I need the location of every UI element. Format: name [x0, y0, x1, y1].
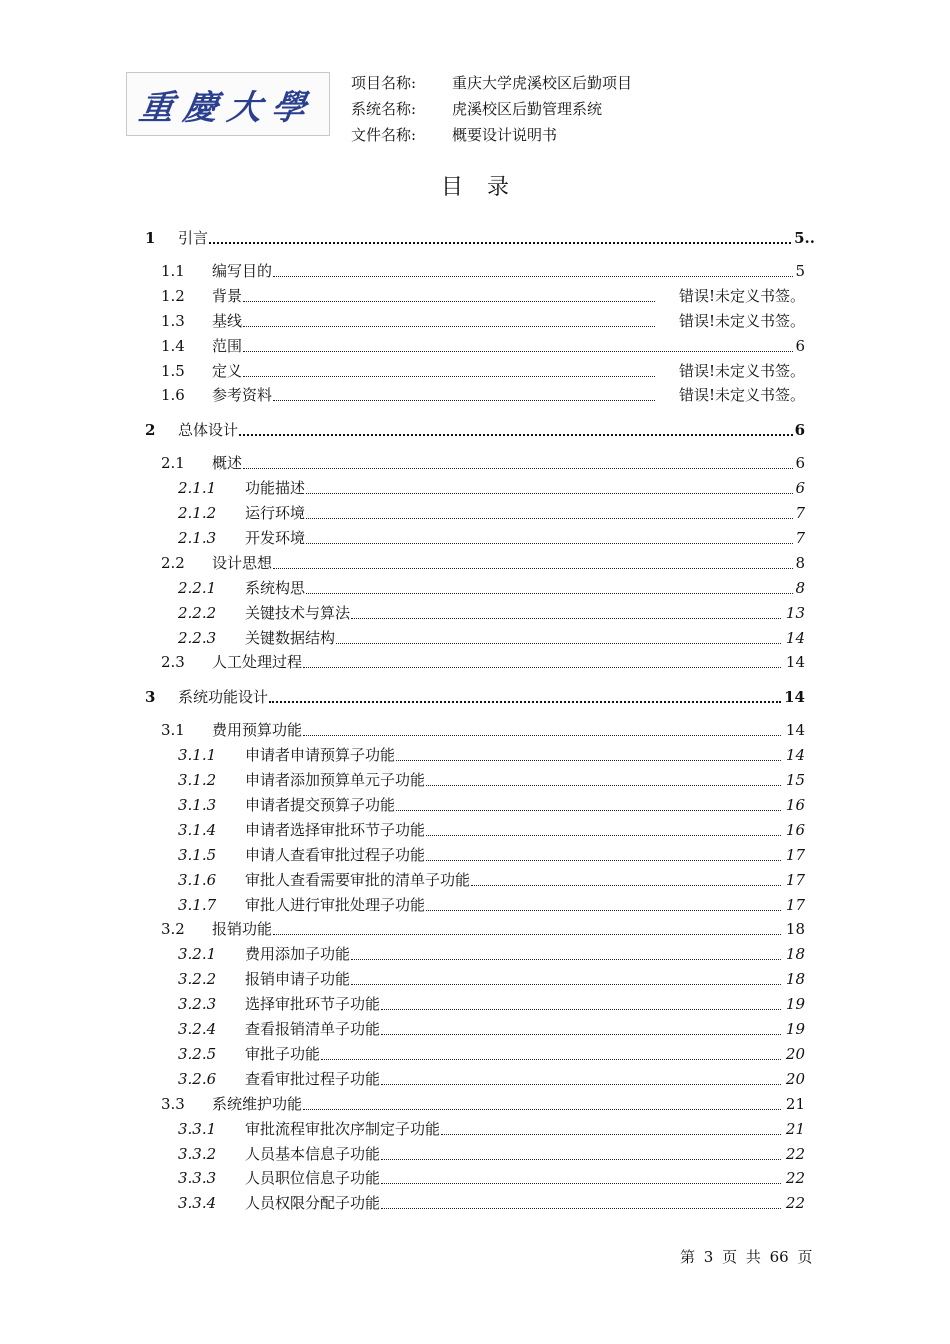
toc-entry[interactable]	[0, 650, 950, 672]
toc-entry-number: 3.2.5	[178, 1044, 217, 1063]
dot-leader	[351, 984, 781, 985]
dot-leader	[306, 493, 793, 494]
toc-entry-number: 1.6	[161, 386, 185, 405]
toc-entry-title	[245, 795, 781, 815]
dot-leader	[243, 351, 793, 352]
dot-leader	[239, 434, 793, 436]
dot-leader	[381, 1208, 781, 1209]
toc-entry-number: 2.3	[161, 653, 185, 672]
toc-entry[interactable]	[0, 685, 950, 707]
toc-entry[interactable]	[0, 1092, 950, 1114]
toc-entry-number: 3.3	[161, 1094, 185, 1113]
toc-entry-page: 14	[785, 653, 805, 672]
toc-entry-title	[245, 1019, 781, 1039]
toc-entry-label: 人员基本信息子功能	[245, 1144, 381, 1163]
dot-leader	[303, 1109, 781, 1110]
toc-entry[interactable]	[0, 718, 950, 740]
toc-entry-title	[245, 1069, 781, 1089]
toc-entry[interactable]	[0, 1067, 950, 1089]
dot-leader	[426, 785, 781, 786]
toc-entry-title	[245, 820, 781, 840]
dot-leader	[243, 376, 655, 377]
toc-entry-page: 14	[784, 688, 805, 707]
dot-leader	[351, 959, 781, 960]
toc-entry-page: 21	[785, 1094, 805, 1113]
toc-title: 目录	[440, 175, 533, 200]
toc-entry-label: 报销功能	[212, 920, 273, 939]
toc-entry-label: 人员权限分配子功能	[245, 1194, 381, 1213]
toc-entry[interactable]	[0, 626, 950, 648]
toc-entry-label: 申请者申请预算子功能	[245, 746, 396, 765]
toc-entry-title	[212, 453, 793, 473]
toc-entry-label: 申请者添加预算单元子功能	[245, 771, 426, 789]
toc-entry-label: 系统构思	[245, 578, 306, 597]
toc-entry-label: 系统功能设计	[178, 688, 269, 707]
toc-entry[interactable]	[0, 418, 950, 440]
toc-entry-title	[212, 385, 655, 405]
toc-entry-number: 3.2.4	[178, 1020, 217, 1038]
toc-entry-number: 1	[145, 229, 156, 247]
dot-leader	[306, 543, 793, 544]
toc-entry-page: 22	[785, 1169, 805, 1188]
toc-entry[interactable]	[0, 893, 950, 915]
toc-entry-number: 1.2	[161, 286, 185, 305]
dot-leader	[426, 860, 781, 861]
toc-entry-label: 审批子功能	[245, 1044, 321, 1063]
toc-entry-number: 1.5	[161, 361, 185, 380]
toc-entry-title	[245, 1119, 781, 1139]
toc-entry-label: 费用添加子功能	[245, 945, 351, 964]
toc-entry-title	[245, 578, 793, 598]
toc-entry[interactable]	[0, 1166, 950, 1188]
toc-entry-page: 19	[785, 1020, 805, 1038]
toc-entry[interactable]	[0, 843, 950, 865]
toc-entry-label: 人工处理过程	[212, 653, 303, 672]
toc-entry[interactable]	[0, 818, 950, 840]
toc-entry-label: 开发环境	[245, 528, 306, 547]
dot-leader	[273, 568, 793, 569]
header-label: 项目名称:	[351, 74, 417, 92]
toc-entry-number: 1.3	[161, 311, 185, 330]
header-value: 虎溪校区后勤管理系统	[452, 100, 603, 118]
toc-entry-title	[245, 503, 793, 523]
toc-entry[interactable]	[0, 1191, 950, 1213]
toc-entry-page: 21	[785, 1119, 805, 1138]
toc-entry-title	[245, 944, 781, 964]
toc-entry-page: 14	[785, 721, 805, 740]
toc-entry[interactable]	[0, 917, 950, 939]
toc-entry-number: 2.2.3	[178, 628, 217, 647]
toc-entry[interactable]	[0, 383, 950, 405]
dot-leader	[273, 276, 793, 277]
toc-entry-label: 设计思想	[212, 553, 273, 572]
dot-leader	[321, 1059, 781, 1060]
toc-entry[interactable]	[0, 1017, 950, 1039]
dot-leader	[381, 1084, 781, 1085]
toc-entry[interactable]	[0, 967, 950, 989]
dot-leader	[381, 1034, 781, 1035]
toc-entry-page: 18	[785, 920, 805, 939]
toc-entry-page: 7	[795, 528, 805, 547]
toc-entry-number: 2.1.3	[178, 528, 217, 547]
toc-entry[interactable]	[0, 793, 950, 815]
toc-entry[interactable]	[0, 868, 950, 890]
toc-entry[interactable]	[0, 526, 950, 548]
toc-entry-page: 5..	[794, 229, 815, 247]
toc-entry-page: 13	[785, 603, 805, 622]
toc-entry-number: 3.2.3	[178, 995, 217, 1014]
toc-entry[interactable]	[0, 601, 950, 623]
dot-leader	[351, 618, 781, 619]
toc-entry-title	[212, 336, 793, 356]
toc-entry-label: 查看审批过程子功能	[245, 1069, 381, 1088]
toc-entry-label: 基线	[212, 311, 243, 330]
toc-entry-label: 运行环境	[245, 504, 306, 522]
toc-entry-number: 2.1.1	[178, 479, 217, 498]
toc-entry[interactable]	[0, 1142, 950, 1164]
toc-entry-number: 1.4	[161, 336, 185, 355]
toc-entry[interactable]	[0, 768, 950, 790]
toc-entry-page: 14	[785, 746, 805, 765]
toc-entry-title	[245, 603, 781, 623]
toc-entry-number: 2.1	[161, 454, 185, 473]
toc-entry-label: 关键数据结构	[245, 628, 336, 647]
toc-entry[interactable]	[0, 992, 950, 1014]
toc-entry-page: 16	[785, 795, 805, 814]
dot-leader	[243, 301, 655, 302]
toc-entry-label: 申请人查看审批过程子功能	[245, 845, 426, 864]
toc-entry-page: 6	[795, 479, 805, 498]
toc-entry-title	[212, 553, 793, 573]
toc-entry-label: 参考资料	[212, 386, 273, 405]
dot-leader	[396, 810, 781, 811]
toc-entry-number: 3.2.6	[178, 1069, 217, 1088]
toc-entry-number: 2.2	[161, 553, 185, 572]
toc-entry[interactable]	[0, 942, 950, 964]
toc-entry[interactable]	[0, 284, 950, 306]
dot-leader	[426, 835, 781, 836]
toc-entry-title	[212, 261, 793, 281]
toc-entry-number: 2.2.1	[178, 578, 217, 597]
toc-entry-label: 查看报销清单子功能	[245, 1020, 381, 1038]
toc-entry-number: 3	[145, 688, 156, 707]
toc-entry-title	[212, 720, 781, 740]
toc-entry-page: 错误!未定义书签。	[678, 311, 805, 330]
toc-entry-title	[212, 361, 655, 381]
dot-leader	[273, 400, 655, 401]
dot-leader	[381, 1183, 781, 1184]
toc-entry-title	[212, 311, 655, 331]
toc-entry-title	[178, 228, 791, 248]
dot-leader	[303, 735, 781, 736]
toc-entry-number: 3.3.3	[178, 1169, 217, 1188]
toc-entry-title	[245, 870, 781, 890]
toc-entry[interactable]	[0, 1042, 950, 1064]
dot-leader	[396, 760, 781, 761]
toc-entry-number: 3.3.1	[178, 1119, 217, 1138]
toc-entry-number: 3.1.1	[178, 746, 217, 765]
logo-text: 重慶大學	[136, 87, 319, 128]
toc-entry-label: 审批人查看需要审批的清单子功能	[245, 870, 471, 889]
dot-leader	[243, 326, 655, 327]
dot-leader	[269, 701, 781, 703]
toc-entry-number: 1.1	[161, 261, 185, 280]
toc-entry[interactable]	[0, 501, 950, 523]
toc-entry[interactable]	[0, 576, 950, 598]
toc-entry-page: 17	[785, 870, 805, 889]
dot-leader	[306, 518, 793, 519]
toc-entry-number: 3.1.5	[178, 845, 217, 864]
toc-entry-title	[245, 1044, 781, 1064]
toc-entry-label: 申请者选择审批环节子功能	[245, 820, 426, 839]
toc-entry-page: 22	[785, 1194, 805, 1213]
toc-entry-page: 8	[795, 578, 805, 597]
toc-entry-number: 3.1.6	[178, 870, 217, 889]
toc-entry-page: 20	[785, 1044, 805, 1063]
dot-leader	[441, 1134, 781, 1135]
toc-entry-label: 人员职位信息子功能	[245, 1169, 381, 1188]
toc-entry[interactable]	[0, 226, 950, 248]
toc-entry-number: 3.2.2	[178, 970, 217, 989]
toc-entry-title	[245, 845, 781, 865]
toc-entry-title	[212, 652, 781, 672]
toc-entry-page: 18	[785, 970, 805, 989]
toc-entry[interactable]	[0, 334, 950, 356]
toc-entry[interactable]	[0, 309, 950, 331]
dot-leader	[306, 593, 793, 594]
toc-entry-title	[245, 1144, 781, 1164]
toc-entry-label: 定义	[212, 361, 243, 380]
toc-entry-page: 17	[785, 845, 805, 864]
toc-entry-label: 引言	[178, 229, 209, 247]
toc-entry-label: 审批流程审批次序制定子功能	[245, 1119, 441, 1138]
toc-entry-label: 申请者提交预算子功能	[245, 795, 396, 814]
toc-entry-title	[245, 478, 793, 498]
toc-entry-page: 14	[785, 628, 805, 647]
toc-entry-label: 系统维护功能	[212, 1094, 303, 1113]
toc-entry-number: 2.2.2	[178, 603, 217, 622]
toc-entry-page: 错误!未定义书签。	[678, 361, 805, 380]
toc-entry[interactable]	[0, 359, 950, 381]
toc-entry-label: 背景	[212, 286, 243, 305]
toc-entry-label: 编写目的	[212, 261, 273, 280]
toc-entry-number: 3.1.4	[178, 820, 217, 839]
dot-leader	[471, 885, 781, 886]
toc-entry-title	[178, 687, 781, 707]
header-value: 概要设计说明书	[452, 126, 558, 144]
toc-entry-label: 功能描述	[245, 479, 306, 498]
toc-entry-page: 19	[785, 995, 805, 1014]
toc-entry-title	[245, 628, 781, 648]
dot-leader	[273, 934, 781, 935]
toc-entry-title	[178, 420, 793, 440]
toc-entry-label: 概述	[212, 454, 243, 473]
toc-entry[interactable]	[0, 551, 950, 573]
toc-entry-page: 7	[795, 504, 805, 522]
toc-entry-number: 3.1.7	[178, 895, 217, 914]
header-label: 文件名称:	[351, 126, 417, 144]
toc-entry-title	[245, 1193, 781, 1213]
toc-entry-number: 3.3.4	[178, 1194, 217, 1213]
toc-entry-title	[245, 895, 781, 915]
toc-entry-number: 3.2	[161, 920, 185, 939]
page-footer: 第 3 页 共 66 页	[680, 1248, 813, 1266]
toc-entry-title	[212, 1094, 781, 1114]
toc-entry-title	[212, 919, 781, 939]
header-value: 重庆大学虎溪校区后勤项目	[452, 74, 633, 92]
toc-entry-title	[245, 969, 781, 989]
toc-entry-title	[212, 286, 655, 306]
toc-entry-page: 5	[795, 261, 805, 280]
toc-entry-number: 3.1	[161, 721, 185, 740]
toc-entry-page: 15	[785, 771, 805, 789]
toc-entry[interactable]	[0, 743, 950, 765]
toc-entry-label: 费用预算功能	[212, 721, 303, 740]
toc-entry-page: 8	[795, 553, 805, 572]
dot-leader	[303, 667, 781, 668]
toc-entry-page: 6	[795, 454, 805, 473]
toc-entry-number: 3.1.2	[178, 771, 217, 789]
toc-entry-page: 18	[785, 945, 805, 964]
toc-entry[interactable]	[0, 476, 950, 498]
toc-entry[interactable]	[0, 259, 950, 281]
toc-entry-page: 16	[785, 820, 805, 839]
toc-entry-number: 3.1.3	[178, 795, 217, 814]
toc-entry[interactable]	[0, 451, 950, 473]
dot-leader	[381, 1159, 781, 1160]
toc-entry-label: 选择审批环节子功能	[245, 995, 381, 1014]
toc-entry-page: 17	[785, 895, 805, 914]
toc-entry-title	[245, 528, 793, 548]
toc-entry-label: 审批人进行审批处理子功能	[245, 895, 426, 914]
toc-entry-number: 2.1.2	[178, 504, 217, 522]
toc-entry-title	[245, 770, 781, 790]
toc-entry-title	[245, 994, 781, 1014]
toc-entry-page: 错误!未定义书签。	[678, 386, 805, 405]
dot-leader	[209, 242, 791, 244]
dot-leader	[243, 468, 793, 469]
toc-entry-label: 范围	[212, 336, 243, 355]
toc-entry-page: 22	[785, 1144, 805, 1163]
toc-entry-page: 错误!未定义书签。	[678, 286, 805, 305]
toc-entry-label: 总体设计	[178, 421, 239, 440]
toc-entry-title	[245, 1168, 781, 1188]
dot-leader	[381, 1009, 781, 1010]
dot-leader	[336, 643, 781, 644]
toc-entry-number: 3.3.2	[178, 1144, 217, 1163]
header-label: 系统名称:	[351, 100, 417, 118]
toc-entry[interactable]	[0, 1117, 950, 1139]
toc-entry-number: 3.2.1	[178, 945, 217, 964]
toc-entry-page: 20	[785, 1069, 805, 1088]
toc-entry-label: 关键技术与算法	[245, 603, 351, 622]
toc-entry-number: 2	[145, 421, 156, 440]
toc-entry-title	[245, 745, 781, 765]
toc-entry-page: 6	[794, 421, 805, 440]
dot-leader	[426, 910, 781, 911]
toc-entry-label: 报销申请子功能	[245, 970, 351, 989]
toc-entry-page: 6	[795, 336, 805, 355]
